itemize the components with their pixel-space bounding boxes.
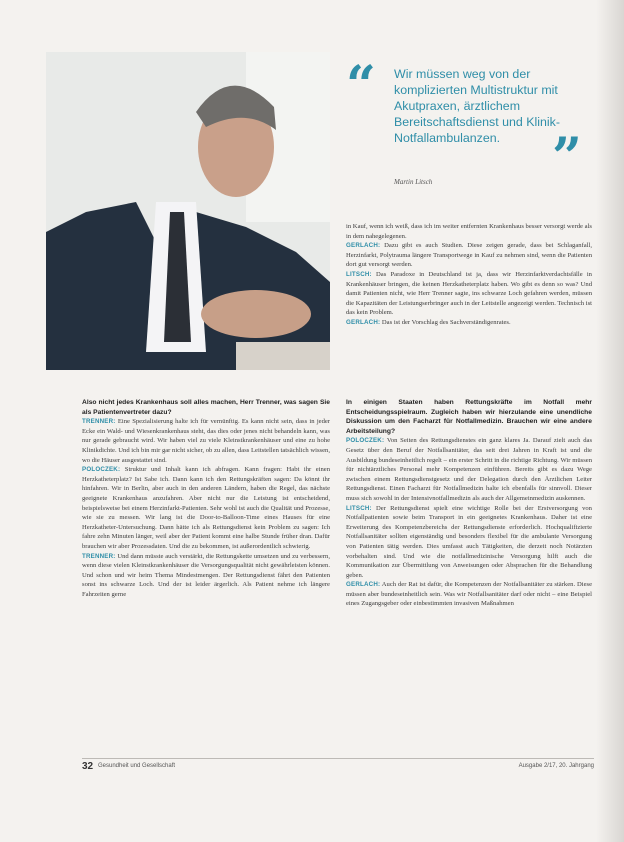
paragraph — [346, 241, 592, 270]
pull-quote-author: Martin Litsch — [394, 178, 433, 186]
speaker-label: TRENNER: — [82, 552, 116, 560]
page-binding-shadow — [596, 0, 624, 842]
portrait-illustration — [46, 52, 330, 370]
paragraph — [346, 222, 592, 241]
interview-question — [82, 398, 330, 417]
pull-quote-text: Wir müssen weg von der komplizierten Multistruktur mit Akutpraxen, ärztlichem Bereitschaftsdienst und Klinik-Notfallambulanzen. — [394, 67, 560, 145]
paragraph — [82, 465, 330, 551]
paragraph-text: Der Rettungsdienst spielt eine wichtige Rolle bei der Erstversorgung von Notfallpatienten sowie beim Transport in ein geeignetes Krankenhaus. Daher ist eine Erweiterung des Kompetenzbereichs der Rettungsdienste erforderlich. Hochqualifizierte Notfallsanitäter sollten eigenständig und besonders flexibel für die ambulante Versorgung von Patienten tätig werden. Dies umfasst auch Tätigkeiten, die derzeit noch Notärzten vorbehalten sind. Und wie die notfallmedizinische Versorgung hilft auch die Kommunikation zur Übermittlung von Anweisungen oder Absprachen für die Behandlung geben. — [346, 504, 592, 579]
speaker-label: LITSCH: — [346, 504, 372, 512]
paragraph-text: Von Seiten des Rettungsdienstes ein ganz klares Ja. Darauf zielt auch das Gesetz über den Beruf der Notfallsanitäter, das seit drei Jahren in Kraft ist und die Ausbildung bundeseinheitlich regelt – ein erster Schritt in die richtige Richtung. Wir müssen für nichtärztliches Personal mehr Kompetenzen einführen. Bereits gibt es dazu Wege zwischen einem Rettungsdienstgesetz und der Delegation durch den Ärztlichen Leiter Rettungsdienst. Einen Facharzt für Notfallmedizin halte ich ebenfalls für sinnvoll. Dieser muss sich sowohl in der Intensivnotfallmedizin als auch der Allgemeinmedizin auskennen. — [346, 437, 593, 502]
pull-quote — [346, 55, 591, 192]
right-column-bottom — [346, 398, 592, 609]
close-quote-icon: ” — [552, 127, 582, 188]
page-footer — [82, 758, 594, 772]
speaker-label: POLOCZEK: — [82, 466, 121, 474]
speaker-label: POLOCZEK: — [346, 437, 385, 445]
paragraph-text: in Kauf, wenn ich weiß, dass ich im weiter entfernten Krankenhaus besser versorgt werde als in dem nahegelegenen. — [346, 223, 592, 240]
paragraph — [346, 580, 592, 609]
speaker-label: GERLACH: — [346, 581, 381, 589]
paragraph-text: Eine Spezialisierung halte ich für vernünftig. Es kann nicht sein, dass in jeder Ecke ein Wald- und Wiesenkrankenhaus steht, das dies oder jenes nicht behandeln kann, was nur gerade gebraucht wird. Wir haben viel zu viele Kleinstkrankenhäuser und eine zu hohe Klinikdichte. Und ich bin mir gar nicht sicher, ob zu allen, dass Leitstellen tatsächlich wissen, wo die Häuser ausgestattet sind. — [82, 418, 331, 464]
question-text: Also nicht jedes Krankenhaus soll alles machen, Herr Trenner, was sagen Sie als Patientenvertreter dazu? — [82, 399, 330, 416]
speaker-label: GERLACH: — [346, 242, 381, 250]
section-title: Gesundheit und Gesellschaft — [98, 763, 176, 769]
paragraph-text: Dazu gibt es auch Studien. Diese zeigen gerade, dass bei Schlaganfall, Herzinfarkt, Polytrauma längere Transportwege in Kauf zu nehmen sind, wenn die Patienten dort gut versorgt werden. — [346, 242, 592, 269]
paragraph — [82, 417, 330, 465]
speaker-label: LITSCH: — [346, 270, 372, 278]
footer-rule — [82, 758, 594, 759]
question-text: In einigen Staaten haben Rettungskräfte im Notfall mehr Entscheidungsspielraum. Zugleich haben wir hierzulande eine unendliche Diskussion um den Facharzt für Notfallmedizin. Brauchen wir eine andere Arbeitsteilung? — [346, 399, 592, 435]
speaker-label: GERLACH: — [346, 318, 381, 326]
interview-question — [346, 398, 592, 436]
paragraph-text: Struktur und Inhalt kann ich abfragen. Kann fragen: Habt ihr einen Herzkatheterplatz? Ist Sabe ich. Dann kann ich den Rettungskräften sagen: Da könnt ihr hinfahren. Wir in Berlin, aber auch in den anderen Ländern, haben die Regel, das nächste geeignete Krankenhaus anzufahren. Aber nicht nur die Leistung ist entscheidend, beispielsweise bei einem Herzinfarkt-Patienten. Sehr wohl ist auch die Qualität und Prozesse, wie sie zu messen. Wir lang ist die Door-to-Balloon-Time eines Hauses für eine Herzkatheter-Untersuchung. Dann hätte ich als Rettungsdienst kein Problem zu sagen: Ich fahre zehn Minuten länger, weil aber der Patient kommt eine halbe Stunde früher dran. Dafür brauchen wir aber Prozessdaten. Und die zu bekommen, ist außerordentlich schwierig. — [82, 466, 330, 550]
paragraph — [346, 318, 592, 328]
paragraph-text: Und dann müsste auch verstärkt, die Rettungskette umsetzen und zu verbessern, wenn diese vielen Kleinstkrankenhäuser die Versorgungsqualität nicht gewährleisten können. Und schon und wir heim Thema Mindestmengen. Der Rettungsdienst fährt den Patienten sonst ins schwarze Loch. Und der ist leider ärgerlich. Als Patient nehme ich längere Fahrzeiten gerne — [82, 552, 330, 598]
paragraph — [82, 552, 330, 600]
paragraph-text: Auch der Rat ist dafür, die Kompetenzen der Notfallsanitäter zu stärken. Diese müssen aber bundeseinheitlich sein. Was wir Notfallsanitäter darf oder nicht – eine Beispiel eines Zugangsgeber oder einbestimmten invasiven Maßnahmen — [346, 581, 592, 608]
paragraph — [346, 436, 592, 503]
portrait-photo — [46, 52, 330, 370]
right-column-top — [346, 222, 592, 328]
page-number: 32 — [82, 761, 94, 772]
paragraph-text: Das Paradoxe in Deutschland ist ja, dass wir Herzinfarktverdachtsfälle in Krankenhäuser bringen, die keinen Herzkatheterplatz haben. Wo gibt es denn so was? Und damit Patienten nicht, wie Herr Trenner sagte, ins schwarze Loch gefahren werden, müssen die Kapazitäten der Leistungserbringer auch in der Leitstelle angezeigt werden. Technisch ist das kein Problem. — [346, 270, 592, 317]
speaker-label: TRENNER: — [82, 418, 116, 426]
paragraph-text: Das ist der Vorschlag des Sachverständigenrates. — [381, 318, 511, 326]
paragraph — [346, 270, 592, 318]
left-column — [82, 398, 330, 599]
open-quote-icon: “ — [346, 55, 376, 116]
issue-info: Ausgabe 2/17, 20. Jahrgang — [518, 763, 594, 769]
paragraph — [346, 504, 592, 581]
